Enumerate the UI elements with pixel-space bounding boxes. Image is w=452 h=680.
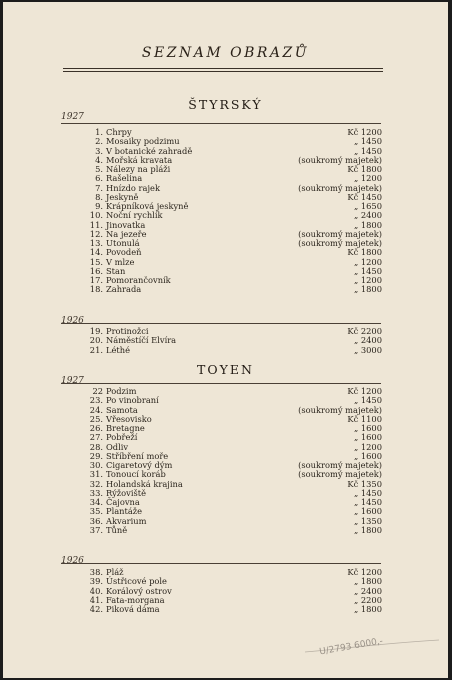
item-price: „ 1200 (353, 275, 382, 285)
item-price: „ 3000 (353, 344, 382, 355)
item-price: „ 1450 (353, 395, 382, 406)
item-price: „ 1200 (353, 256, 382, 267)
item-title: Pobřeží (106, 432, 138, 443)
item-title: Mosaiky podzimu (106, 136, 180, 147)
item-price: „ 2400 (353, 210, 382, 221)
item-price: Kč 1800 (347, 247, 382, 258)
item-price: „ 1800 (353, 576, 382, 587)
item-title: V mlze (106, 256, 135, 267)
item-title: Na jezeře (106, 228, 147, 239)
item-price: Kč 1450 (347, 191, 382, 202)
item-price: „ 1600 (353, 423, 382, 433)
item-price: „ 1200 (353, 173, 382, 184)
item-price: (soukromý majetek) (298, 154, 382, 165)
item-price: „ 1600 (353, 432, 382, 443)
item-price: „ 1800 (353, 604, 382, 614)
item-number: 41. (89, 594, 103, 605)
item-title: Noční rychlík (106, 210, 163, 221)
page-title: SEZNAM OBRAZŮ (141, 45, 310, 61)
item-price: Kč 1200 (347, 127, 382, 137)
item-price: „ 1800 (353, 524, 382, 535)
year-rule (61, 123, 381, 124)
item-title: Fata-morgana (106, 594, 165, 605)
item-price: „ 1450 (353, 136, 382, 147)
item-number: 2. (95, 136, 103, 147)
item-price: Kč 2200 (347, 326, 382, 336)
artist-heading-styrsky: ŠTYRSKÝ (188, 97, 263, 112)
item-number: 34. (89, 497, 103, 507)
item-number: 24. (89, 404, 103, 415)
item-title: Stříbření moře (106, 450, 169, 461)
item-title: Mořská kravata (106, 154, 173, 165)
item-number: 15. (89, 256, 103, 267)
item-number: 18. (89, 284, 103, 295)
item-number: 10. (89, 210, 103, 221)
item-title: Povodeň (106, 247, 142, 258)
item-number: 36. (89, 515, 103, 526)
item-price: Kč 1800 (347, 164, 382, 174)
item-number: 22 (92, 386, 103, 396)
year-label-toyen-1926: 1926 (61, 556, 84, 566)
item-price: „ 1350 (353, 515, 382, 526)
item-number: 12. (89, 228, 103, 239)
item-price: „ 1600 (353, 450, 382, 461)
item-price: (soukromý majetek) (298, 469, 382, 480)
handwritten-inventory-note: U/2793 6000,- (318, 636, 384, 658)
item-number: 20. (89, 335, 103, 346)
item-title: Korálový ostrov (106, 585, 172, 596)
item-price: Kč 1350 (347, 478, 382, 489)
item-price: „ 1200 (353, 441, 382, 452)
item-number: 26. (89, 423, 103, 433)
item-price: (soukromý majetek) (298, 404, 382, 415)
item-number: 8. (95, 191, 103, 202)
item-number: 29. (89, 450, 103, 461)
item-number: 11. (89, 219, 103, 230)
item-price: „ 1450 (353, 265, 382, 276)
item-title: Po vinobraní (106, 395, 159, 406)
item-title: Ústřicové pole (106, 576, 167, 587)
item-number: 23. (89, 395, 103, 406)
catalogue-page (3, 2, 448, 678)
item-price: Kč 1100 (347, 413, 382, 424)
title-rule-top (63, 68, 383, 69)
item-title: Chrpy (106, 127, 132, 137)
list-item (3, 604, 448, 615)
item-price: „ 1600 (353, 506, 382, 517)
item-price: (soukromý majetek) (298, 182, 382, 193)
item-price: „ 2400 (353, 585, 382, 596)
item-number: 42. (89, 604, 103, 614)
list-item (3, 345, 448, 356)
item-title: Stan (106, 265, 126, 276)
item-number: 40. (89, 585, 103, 596)
item-title: Odliv (106, 441, 129, 452)
item-price: „ 1800 (353, 219, 382, 230)
item-title: Plantáže (106, 506, 143, 517)
item-title: Cigaretový dým (106, 460, 173, 470)
item-price: „ 1800 (353, 284, 382, 295)
item-title: Rýžoviště (106, 487, 146, 498)
item-price: „ 2200 (353, 594, 382, 605)
list-item (3, 284, 448, 295)
item-title: Vřesovisko (106, 413, 152, 424)
item-title: V botanické zahradě (106, 145, 193, 156)
item-price: „ 1450 (353, 487, 382, 498)
item-number: 16. (89, 265, 103, 276)
item-title: Protinožci (106, 326, 149, 336)
item-title: Tonoucí koráb (106, 469, 166, 480)
item-title: Náměstíčí Elvíra (106, 335, 177, 346)
item-number: 35. (89, 506, 103, 517)
item-title: Piková dáma (106, 604, 160, 614)
item-title: Podzim (106, 386, 137, 396)
item-price: „ 2400 (353, 335, 382, 346)
item-title: Pomorančovník (106, 275, 171, 285)
title-rule-bottom (63, 71, 383, 72)
item-price: (soukromý majetek) (298, 460, 382, 470)
item-number: 7. (95, 182, 103, 193)
list-item (3, 525, 448, 536)
item-number: 31. (89, 469, 103, 480)
item-number: 13. (89, 238, 103, 248)
item-title: Nálezy na pláži (106, 164, 171, 174)
item-number: 28. (89, 441, 103, 452)
artist-heading-toyen: TOYEN (197, 362, 254, 377)
year-label-styrsky-1927: 1927 (61, 112, 84, 122)
item-title: Léthé (106, 344, 131, 355)
item-title: Rašelina (106, 173, 143, 184)
item-number: 1. (95, 127, 103, 137)
item-title: Bretagne (106, 423, 145, 433)
item-number: 37. (89, 524, 103, 535)
item-number: 3. (95, 145, 103, 156)
item-number: 19. (89, 326, 103, 336)
year-rule (61, 383, 381, 384)
item-price: Kč 1200 (347, 386, 382, 396)
item-title: Krápníková jeskyně (106, 201, 189, 211)
item-number: 38. (89, 567, 103, 577)
item-number: 14. (89, 247, 103, 258)
item-number: 27. (89, 432, 103, 443)
item-number: 39. (89, 576, 103, 587)
item-number: 5. (95, 164, 103, 174)
item-price: „ 1450 (353, 497, 382, 507)
item-number: 9. (95, 201, 103, 211)
item-number: 32. (89, 478, 103, 489)
item-number: 21. (89, 344, 103, 355)
year-label-styrsky-1926: 1926 (61, 316, 84, 326)
item-title: Zahrada (106, 284, 142, 295)
year-rule (61, 323, 381, 324)
item-price: Kč 1200 (347, 567, 382, 577)
item-title: Akvarium (106, 515, 147, 526)
item-number: 17. (89, 275, 103, 285)
item-title: Holandská krajina (106, 478, 183, 489)
item-number: 6. (95, 173, 103, 184)
item-number: 33. (89, 487, 103, 498)
item-title: Tůně (106, 524, 128, 535)
item-title: Hnízdo rajek (106, 182, 160, 193)
item-title: Jeskyně (106, 191, 139, 202)
item-price: „ 1450 (353, 145, 382, 156)
item-price: „ 1650 (353, 201, 382, 211)
item-title: Čajovna (106, 497, 140, 507)
item-number: 25. (89, 413, 103, 424)
year-label-toyen-1927: 1927 (61, 376, 84, 386)
item-number: 30. (89, 460, 103, 470)
item-title: Pláž (106, 567, 124, 577)
item-price: (soukromý majetek) (298, 228, 382, 239)
item-price: (soukromý majetek) (298, 238, 382, 248)
item-title: Jinovatka (106, 219, 146, 230)
item-title: Samota (106, 404, 138, 415)
year-rule (61, 563, 381, 564)
item-title: Utonulá (106, 238, 140, 248)
item-number: 4. (95, 154, 103, 165)
